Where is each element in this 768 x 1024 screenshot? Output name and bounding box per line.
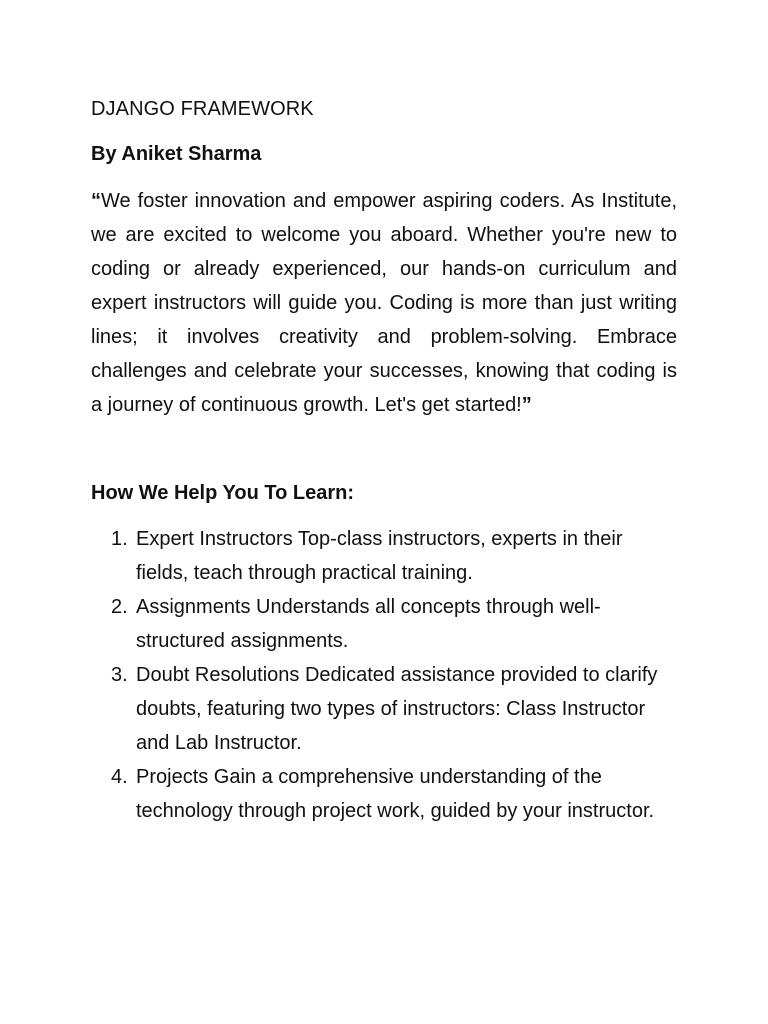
list-item bbox=[91, 760, 677, 828]
close-quote-mark: ” bbox=[521, 394, 532, 416]
list-item-text: Projects Gain a comprehensive understanding of the technology through project work, guided by your instructor. bbox=[136, 766, 655, 822]
list-item bbox=[91, 522, 677, 590]
intro-quote bbox=[91, 184, 677, 422]
help-list bbox=[91, 522, 677, 828]
document-author: By Aniket Sharma bbox=[91, 143, 262, 165]
document-content bbox=[91, 95, 677, 828]
list-item-text: Assignments Understands all concepts through well-structured assignments. bbox=[136, 596, 601, 652]
list-item-number: 3. bbox=[111, 664, 128, 686]
list-item-number: 1. bbox=[111, 528, 128, 550]
list-item bbox=[91, 658, 677, 760]
section-heading: How We Help You To Learn: bbox=[91, 482, 354, 504]
document-title: DJANGO FRAMEWORK bbox=[91, 98, 314, 120]
open-quote-mark: “ bbox=[91, 190, 101, 212]
list-item-text: Doubt Resolutions Dedicated assistance provided to clarify doubts, featuring two types of instructors: Class Instructor and Lab Instructor. bbox=[136, 664, 658, 754]
list-item bbox=[91, 590, 677, 658]
list-item-number: 4. bbox=[111, 766, 128, 788]
list-item-text: Expert Instructors Top-class instructors, experts in their fields, teach through practical training. bbox=[136, 528, 623, 584]
quote-text: We foster innovation and empower aspiring coders. As Institute, we are excited to welcome you aboard. Whether you're new to coding or already experienced, our hands-on curriculum and expert instructors will guide you. Coding is more than just writing lines; it involves creativity and problem-solving. Embrace challenges and celebrate your successes, knowing that coding is a journey of continuous growth. Let's get started! bbox=[91, 190, 677, 416]
list-item-number: 2. bbox=[111, 596, 128, 618]
